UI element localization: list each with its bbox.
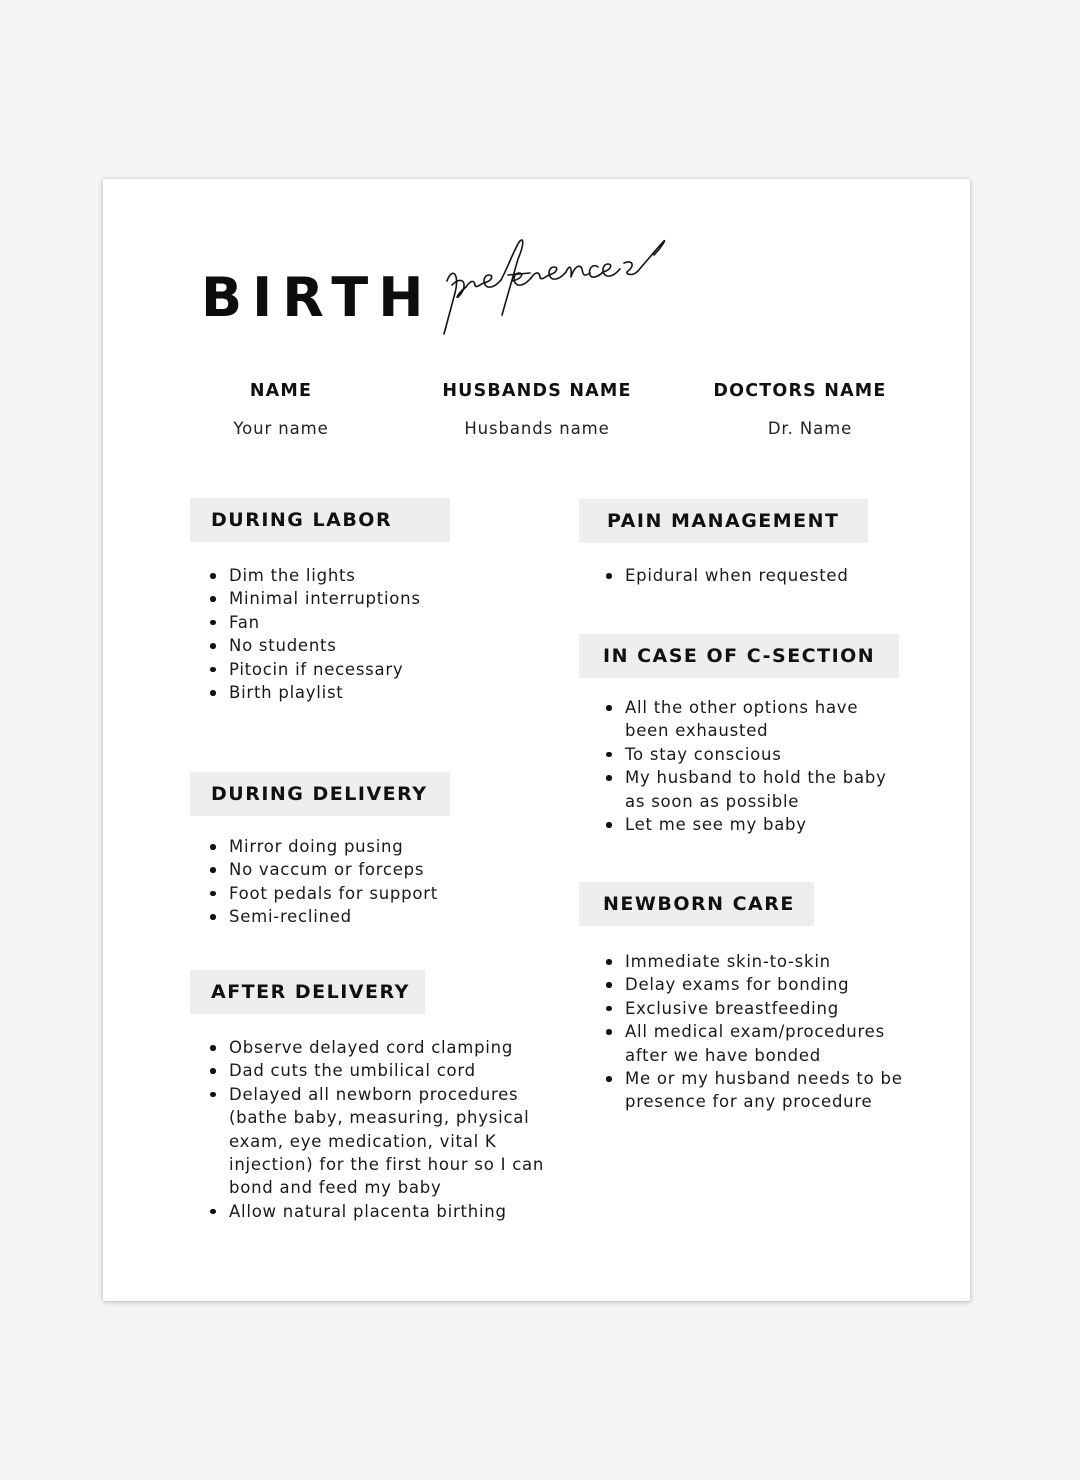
name-value: Your name [233,419,329,438]
list-item: All the other options have been exhausted [605,696,895,743]
list-during-labor [209,564,559,704]
list-item: Minimal interruptions [209,587,559,610]
list-item: To stay conscious [605,743,895,766]
list-item: No students [209,634,559,657]
list-item: Delay exams for bonding [605,973,925,996]
husbands-name-label: HUSBANDS NAME [442,381,632,401]
section-heading-c-section: IN CASE OF C-SECTION [579,634,899,678]
list-after-delivery [209,1036,554,1223]
section-heading-during-delivery: DURING DELIVERY [190,772,450,816]
info-doctors-name [680,380,920,439]
list-item: No vaccum or forceps [209,858,559,881]
section-heading-during-labor: DURING LABOR [190,498,450,542]
section-heading-pain-management: PAIN MANAGEMENT [579,499,868,543]
list-item: Semi-reclined [209,905,559,928]
list-item: Fan [209,611,559,634]
list-item: Pitocin if necessary [209,658,559,681]
list-item: Me or my husband needs to be presence for any procedure [605,1067,925,1114]
list-item: Delayed all newborn procedures (bathe baby, measuring, physical exam, eye medication, vital K injection) for the first hour so I can bond and feed my baby [209,1083,554,1200]
list-item: Observe delayed cord clamping [209,1036,554,1059]
section-heading-after-delivery: AFTER DELIVERY [190,970,425,1014]
list-item: Immediate skin-to-skin [605,950,925,973]
list-item: Dim the lights [209,564,559,587]
list-item: My husband to hold the baby as soon as possible [605,766,895,813]
script-lettering-graphic [438,237,703,337]
list-item: Let me see my baby [605,813,895,836]
document-page [103,179,970,1301]
doctors-name-value: Dr. Name [767,419,853,438]
husbands-name-value: Husbands name [464,419,610,438]
list-item: Dad cuts the umbilical cord [209,1059,554,1082]
list-pain-management [605,564,945,587]
list-item: All medical exam/procedures after we have bonded [605,1020,925,1067]
info-husbands-name [417,380,657,439]
list-item: Mirror doing pusing [209,835,559,858]
list-item: Allow natural placenta birthing [209,1200,554,1223]
info-name [161,380,401,439]
doctors-name-label: DOCTORS NAME [713,381,887,401]
list-during-delivery [209,835,559,929]
list-c-section [605,696,895,836]
list-item: Birth playlist [209,681,559,704]
list-item: Foot pedals for support [209,882,559,905]
section-heading-newborn-care: NEWBORN CARE [579,882,814,926]
name-label: NAME [249,381,313,401]
list-item: Exclusive breastfeeding [605,997,925,1020]
list-newborn-care [605,950,925,1114]
list-item: Epidural when requested [605,564,945,587]
title-script-preferences [438,237,703,337]
title-birth: BIRTH [201,266,434,329]
